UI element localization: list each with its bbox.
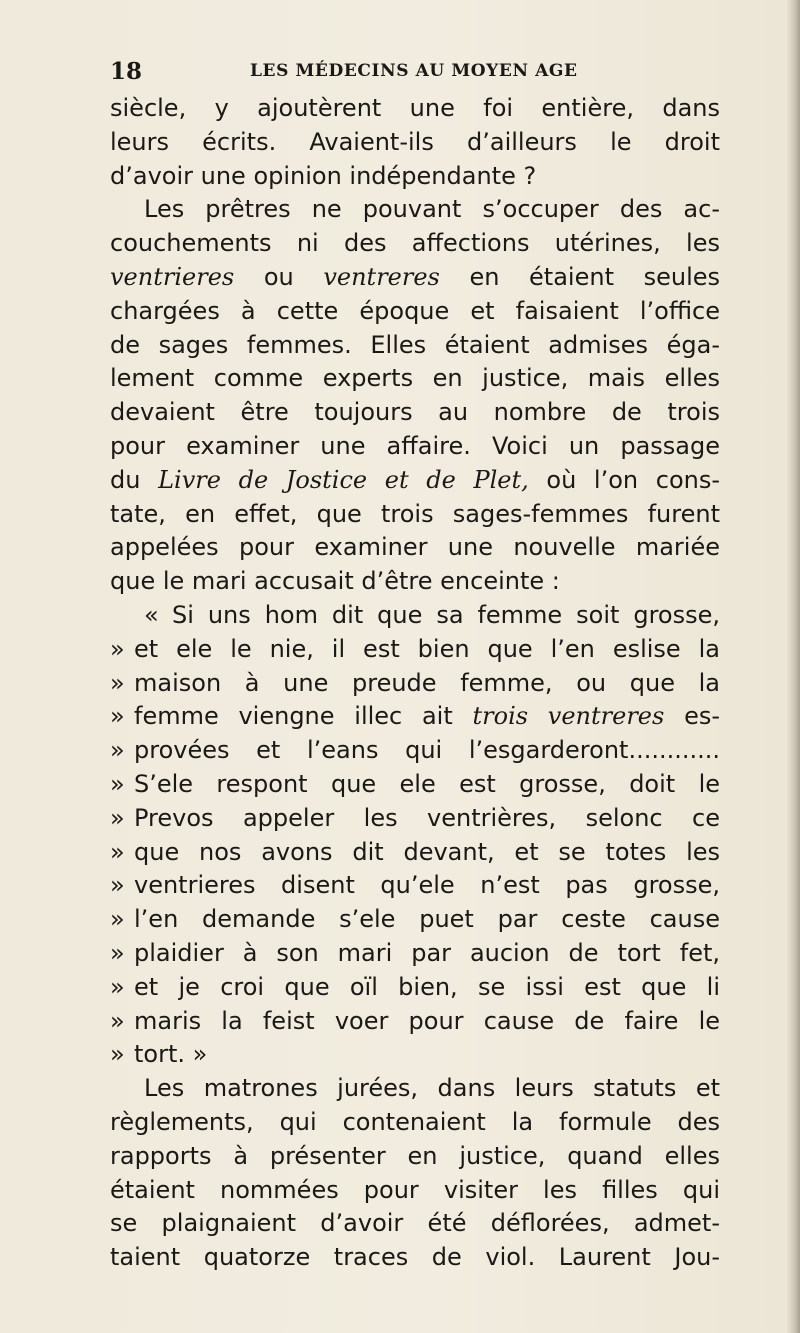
quote-line <box>110 937 720 971</box>
page-header <box>110 58 720 88</box>
running-head: LES MÉDECINS AU MOYEN AGE <box>250 61 578 81</box>
page-number: 18 <box>110 58 143 85</box>
text-line: rapports à présenter en justice, quand elles <box>110 1141 720 1170</box>
text-line: étaient nommées pour visiter les filles qui <box>110 1175 720 1204</box>
text-line: taient quatorze traces de viol. Laurent Jou- <box>110 1243 720 1272</box>
quote-line <box>110 802 720 836</box>
text-line: Les matrones jurées, dans leurs statuts et <box>144 1074 720 1103</box>
quote-mark: » <box>110 905 125 934</box>
text-line: Les prêtres ne pouvant s’occuper des ac- <box>144 195 720 224</box>
quote-text: maris la feist voer pour cause de faire le <box>134 1006 720 1035</box>
quote-text: et ele le nie, il est bien que l’en eslise la <box>134 634 720 663</box>
text-line: règlements, qui contenaient la formule des <box>110 1107 720 1136</box>
body-text <box>110 92 720 1275</box>
page-edge-shadow <box>786 0 800 1333</box>
text-line: se plaignaient d’avoir été déflorées, admet- <box>110 1209 720 1238</box>
text-line: de sages femmes. Elles étaient admises éga- <box>110 330 720 359</box>
quote-line <box>110 903 720 937</box>
quote-text: S’ele respont que ele est grosse, doit le <box>134 769 720 798</box>
quote-mark: » <box>110 871 125 900</box>
quote-mark: » <box>110 736 125 765</box>
italic-term: ventreres <box>323 262 440 291</box>
quote-line <box>110 734 720 768</box>
quote-text: provées et l’eans qui l’esgarderont............ <box>134 736 720 765</box>
quote-text: Si uns hom dit que sa femme soit grosse, <box>172 600 720 629</box>
text-line: couchements ni des affections utérines, les <box>110 229 720 258</box>
text-line <box>110 464 720 498</box>
quote-text: Prevos appeler les ventrières, selonc ce <box>134 803 720 832</box>
quote-text <box>134 700 720 734</box>
quote-mark: » <box>110 837 125 866</box>
text-line: devaient être toujours au nombre de trois <box>110 398 720 427</box>
quote-text: tort. » <box>134 1040 208 1069</box>
text-segment: ou <box>234 262 324 291</box>
quote-mark: « <box>144 600 159 629</box>
quote-text: maison à une preude femme, ou que la <box>134 668 720 697</box>
text-segment: où l’on cons- <box>528 465 721 494</box>
text-line: que le mari accusait d’être enceinte : <box>110 567 560 596</box>
text-line: pour examiner une affaire. Voici un passage <box>110 431 720 460</box>
text-segment: femme viengne illec ait <box>134 702 473 731</box>
text-line <box>110 261 720 295</box>
text-segment: en étaient seules <box>439 262 721 291</box>
quote-mark: » <box>110 634 125 663</box>
text-line: siècle, y ajoutèrent une foi entière, dans <box>110 94 720 122</box>
quote-mark: » <box>110 702 125 731</box>
quote-mark: » <box>110 972 125 1001</box>
text-line: lement comme experts en justice, mais elles <box>110 364 720 393</box>
text-line: chargées à cette époque et faisaient l’office <box>110 296 720 325</box>
quote-line <box>110 869 720 903</box>
quote-mark: » <box>110 803 125 832</box>
quote-text: et je croi que oïl bien, se issi est que li <box>134 972 720 1001</box>
quote-text: plaidier à son mari par aucion de tort fet, <box>134 938 720 967</box>
quote-line <box>110 836 720 870</box>
quote-mark: » <box>110 668 125 697</box>
quote-line <box>110 1038 720 1072</box>
italic-book-title: Livre de Jostice et de Plet, <box>158 465 529 494</box>
quote-line <box>110 768 720 802</box>
quote-line <box>110 633 720 667</box>
text-segment: du <box>110 465 159 494</box>
quote-mark: » <box>110 1040 125 1069</box>
text-line: tate, en effet, que trois sages-femmes furent <box>110 499 720 528</box>
quote-line <box>110 1005 720 1039</box>
text-segment: es- <box>664 702 720 731</box>
quote-line <box>110 599 720 633</box>
quote-line <box>110 667 720 701</box>
italic-term: trois ventreres <box>472 702 665 731</box>
quote-text: ventrieres disent qu’ele n’est pas grosse, <box>134 871 720 900</box>
quote-text: l’en demande s’ele puet par ceste cause <box>134 905 720 934</box>
text-line: d’avoir une opinion indépendante ? <box>110 161 537 190</box>
quote-mark: » <box>110 1006 125 1035</box>
quote-line <box>110 700 720 734</box>
italic-term: ventrieres <box>110 262 235 291</box>
text-line: leurs écrits. Avaient-ils d’ailleurs le droit <box>110 127 720 156</box>
quote-text: que nos avons dit devant, et se totes les <box>134 837 720 866</box>
text-line: appelées pour examiner une nouvelle mariée <box>110 533 720 562</box>
quote-mark: » <box>110 938 125 967</box>
quote-line <box>110 971 720 1005</box>
quote-mark: » <box>110 769 125 798</box>
